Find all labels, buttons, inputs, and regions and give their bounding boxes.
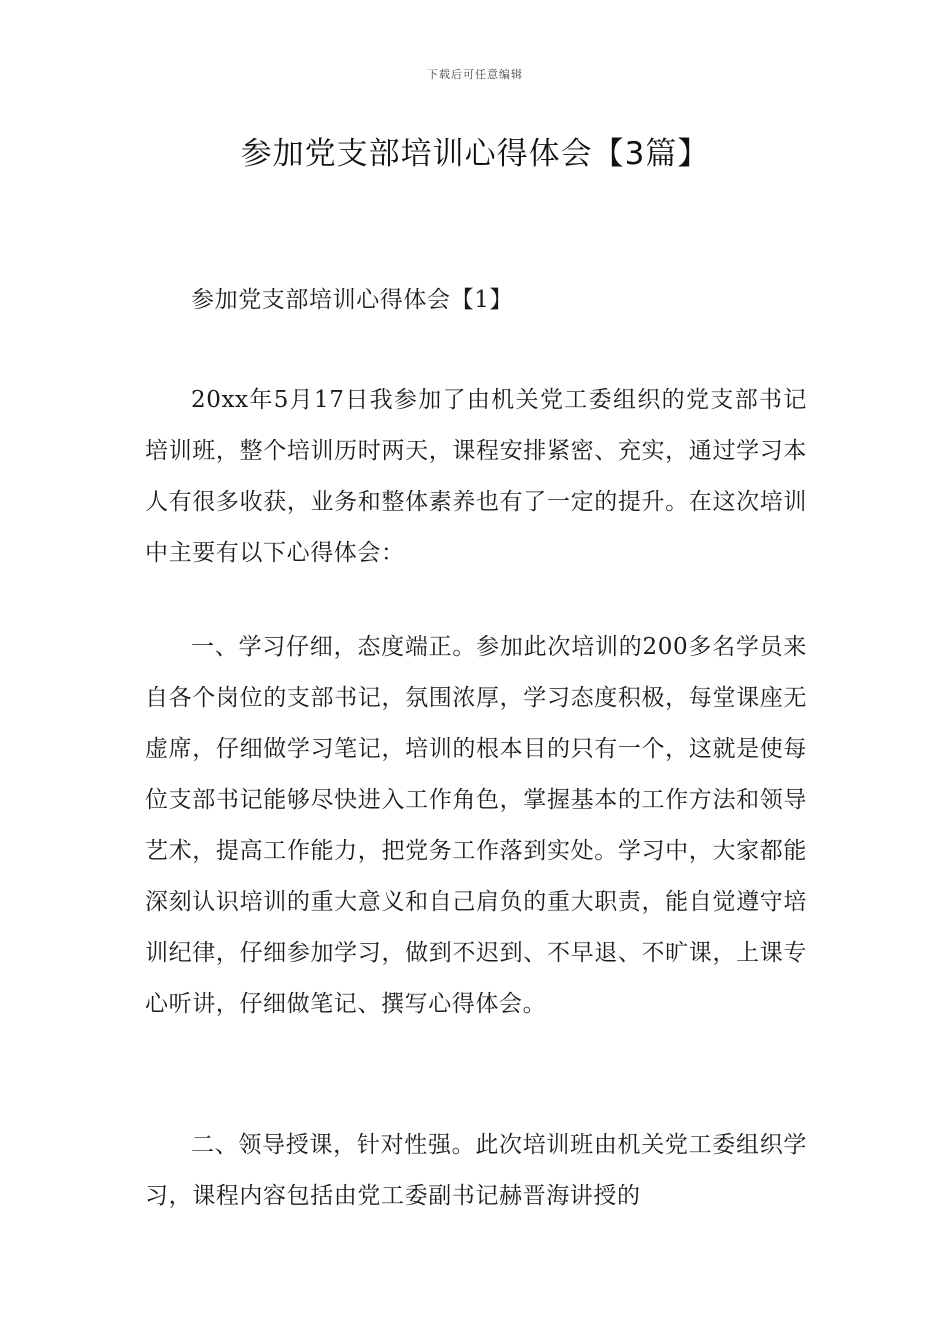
paragraph-point-one: 一、学习仔细，态度端正。参加此次培训的200多名学员来自各个岗位的支部书记，氛围浓厚，学习态度积极，每堂课座无虚席，仔细做学习笔记，培训的根本目的只有一个，这就是使每位支部书记能够尽快进入工作角色，掌握基本的工作方法和领导艺术，提高工作能力，把党务工作落到实处。学习中，大家都能深刻认识培训的重大意义和自己肩负的重大职责，能自觉遵守培训纪律，仔细参加学习，做到不迟到、不早退、不旷课，上课专心听讲，仔细做笔记、撰写心得体会。 <box>145 634 807 1017</box>
header-note: 下载后可任意编辑 <box>427 68 523 81</box>
section-heading: 参加党支部培训心得体会【1】 <box>191 287 514 313</box>
paragraph-intro: 20xx年5月17日我参加了由机关党工委组织的党支部书记培训班，整个培训历时两天，课程安排紧密、充实，通过学习本人有很多收获，业务和整体素养也有了一定的提升。在这次培训中主要有以下心得体会： <box>145 387 807 566</box>
document-title: 参加党支部培训心得体会【3篇】 <box>240 136 710 172</box>
paragraph-point-two: 二、领导授课，针对性强。此次培训班由机关党工委组织学习，课程内容包括由党工委副书记赫晋海讲授的 <box>145 1132 807 1209</box>
